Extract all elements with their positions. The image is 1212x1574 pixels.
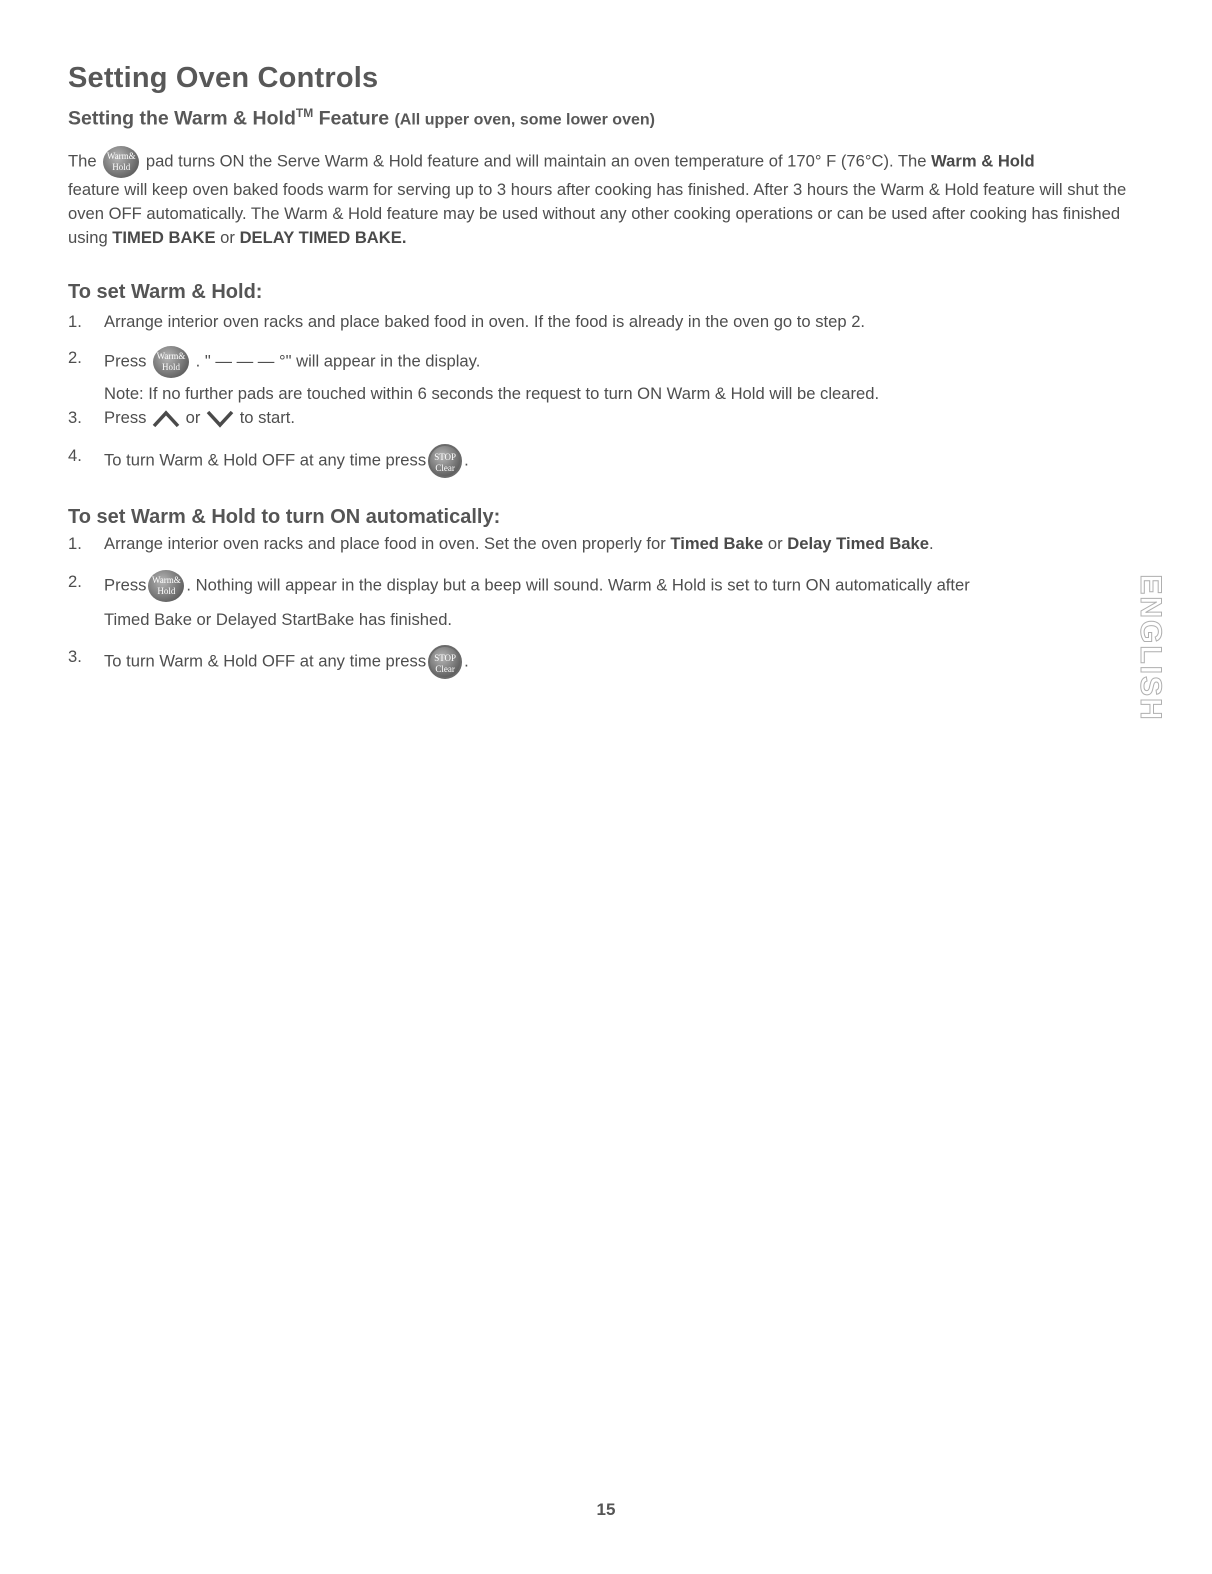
step-number: 3. bbox=[68, 408, 82, 427]
step-text: To turn Warm & Hold OFF at any time press bbox=[104, 450, 427, 470]
intro-text-1: pad turns ON the Serve Warm & Hold feature and will maintain an oven temperature of 170° F (76°C). The bbox=[145, 151, 927, 171]
section-title-note: (All upper oven, some lower oven) bbox=[394, 111, 655, 129]
page-number: 15 bbox=[596, 1500, 616, 1519]
step-bold-timed-bake: Timed Bake bbox=[670, 534, 764, 553]
step-bold-delay-timed-bake: Delay Timed Bake bbox=[787, 534, 929, 553]
step-number: 1. bbox=[68, 534, 82, 553]
intro-bold-2: TIMED BAKE bbox=[112, 228, 216, 247]
intro-paragraph bbox=[68, 146, 1130, 250]
step-number: 3. bbox=[68, 647, 82, 666]
step-number: 1. bbox=[68, 312, 82, 331]
step-number: 2. bbox=[68, 572, 82, 591]
step-press: Press bbox=[104, 575, 147, 595]
step-end: . bbox=[464, 651, 469, 671]
warm-hold-pad-icon: Warm& Hold bbox=[153, 346, 189, 378]
intro-bold-3: DELAY TIMED BAKE. bbox=[239, 228, 407, 247]
step-text: to start. bbox=[239, 408, 296, 427]
section1-step4 bbox=[68, 444, 1134, 478]
step-press: Press bbox=[104, 408, 147, 427]
section-title bbox=[68, 106, 655, 131]
trademark-mark: TM bbox=[295, 106, 314, 120]
language-side-tab: ENGLISH bbox=[1134, 574, 1167, 722]
section1-step2 bbox=[68, 346, 1134, 378]
step-end: . bbox=[464, 450, 469, 470]
section2-step2-continued: Timed Bake or Delayed StartBake has finished. bbox=[104, 610, 453, 629]
step-press: Press bbox=[104, 351, 147, 371]
section1-heading: To set Warm & Hold: bbox=[68, 281, 263, 303]
section1-step3 bbox=[68, 406, 1134, 430]
intro-the: The bbox=[68, 151, 97, 171]
section2-step3 bbox=[68, 645, 1134, 679]
step-number: 4. bbox=[68, 446, 82, 465]
warm-hold-pad-icon: Warm& Hold bbox=[148, 570, 184, 602]
warm-hold-pad-icon: Warm& Hold bbox=[103, 146, 139, 178]
step-end: . bbox=[929, 534, 934, 553]
step-or: or bbox=[185, 408, 201, 427]
intro-bold-1: Warm & Hold bbox=[931, 151, 1035, 171]
stop-clear-pad-icon: STOP Clear bbox=[428, 444, 462, 478]
section1-step1 bbox=[68, 310, 1134, 334]
section2-step2 bbox=[68, 570, 1134, 602]
down-arrow-icon bbox=[206, 410, 234, 428]
section-title-feature: Feature bbox=[313, 107, 395, 130]
intro-or: or bbox=[220, 228, 235, 247]
step-text: Arrange interior oven racks and place food in oven. Set the oven properly for bbox=[104, 534, 666, 553]
step-text: Arrange interior oven racks and place baked food in oven. If the food is already in the oven go to step 2. bbox=[104, 312, 866, 331]
section2-heading: To set Warm & Hold to turn ON automatically: bbox=[68, 506, 501, 528]
section2-step1 bbox=[68, 532, 1134, 556]
up-arrow-icon bbox=[152, 410, 180, 428]
step-number: 2. bbox=[68, 348, 82, 367]
step-or: or bbox=[767, 534, 783, 553]
page-title: Setting Oven Controls bbox=[68, 62, 379, 94]
intro-text-2: feature will keep oven baked foods warm for serving up to 3 hours after cooking has finished. After 3 hours the Warm & Hold feature will shut the oven OFF automatically. The Warm & Hold feature may be used without any other cooking operations or can be used after cooking has finished using bbox=[68, 180, 1127, 247]
step-text: . Nothing will appear in the display but a beep will sound. Warm & Hold is set to turn ON automatically after bbox=[186, 575, 970, 595]
section-title-text: Setting the Warm & Hold bbox=[68, 107, 296, 130]
stop-clear-pad-icon: STOP Clear bbox=[428, 645, 462, 679]
step-text: . " — — — °" will appear in the display. bbox=[195, 351, 481, 371]
step-text: To turn Warm & Hold OFF at any time press bbox=[104, 651, 427, 671]
section1-note: Note: If no further pads are touched within 6 seconds the request to turn ON Warm & Hold will be cleared. bbox=[104, 384, 880, 403]
